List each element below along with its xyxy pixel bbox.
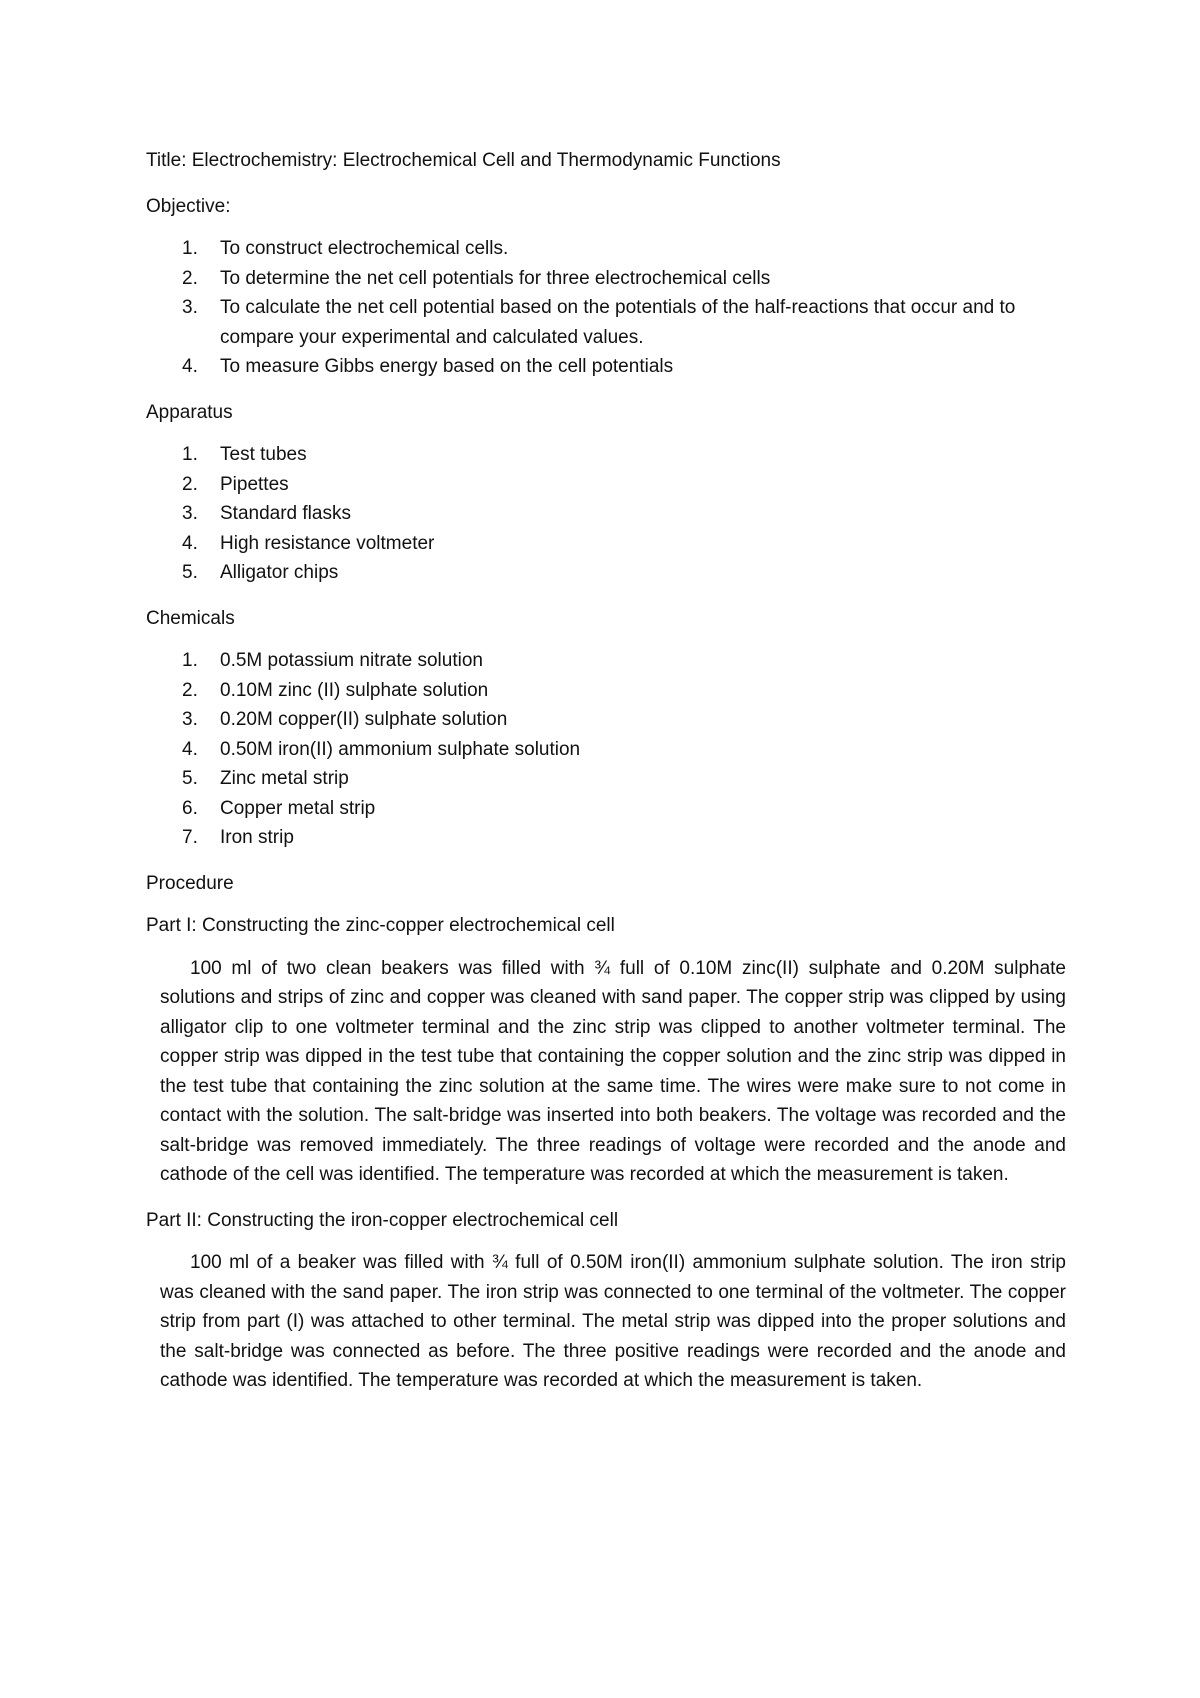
list-number: 2. (182, 267, 198, 289)
list-text: To determine the net cell potentials for three electrochemical cells (220, 267, 771, 289)
list-item (146, 646, 1066, 676)
list-text: To measure Gibbs energy based on the cell potentials (220, 356, 674, 377)
list-number: 5. (182, 768, 198, 789)
list-number: 1. (182, 444, 198, 465)
apparatus-list (146, 440, 1066, 588)
list-item (146, 234, 1066, 264)
list-text: To construct electrochemical cells. (220, 238, 509, 259)
list-text: High resistance voltmeter (220, 532, 435, 554)
list-text: To calculate the net cell potential based on the potentials of the half-reactions that occur and to compare your experimental and calculated values. (220, 297, 1016, 348)
list-item (146, 499, 1066, 529)
list-text: Pipettes (220, 473, 289, 495)
list-number: 6. (182, 797, 198, 819)
list-text: Zinc metal strip (220, 768, 349, 789)
list-number: 5. (182, 562, 198, 583)
list-item (146, 470, 1066, 500)
list-text: Iron strip (220, 827, 294, 848)
list-item (146, 440, 1066, 470)
list-number: 1. (182, 238, 198, 259)
list-number: 2. (182, 679, 198, 701)
list-item (146, 352, 1066, 382)
list-text: Copper metal strip (220, 797, 376, 819)
list-item (146, 529, 1066, 559)
part2-heading: Part II: Constructing the iron-copper electrochemical cell (146, 1209, 619, 1231)
list-item (146, 293, 1066, 352)
list-number: 4. (182, 356, 198, 377)
list-text: 0.50M iron(II) ammonium sulphate solution (220, 738, 581, 760)
list-item (146, 676, 1066, 706)
objective-heading: Objective: (146, 195, 231, 217)
list-item (146, 558, 1066, 588)
part1-heading: Part I: Constructing the zinc-copper electrochemical cell (146, 915, 615, 936)
part2-paragraph: 100 ml of a beaker was filled with ¾ full of 0.50M iron(II) ammonium sulphate solution. The iron strip was cleaned with the sand paper. The iron strip was connected to one terminal of the voltmeter. The copper strip from part (I) was attached to other terminal. The metal strip was dipped into the proper solutions and the salt-bridge was connected as before. The three positive readings were recorded and the anode and cathode was identified. The temperature was recorded at which the measurement is taken. (160, 1252, 1066, 1391)
apparatus-heading: Apparatus (146, 401, 233, 423)
list-number: 7. (182, 827, 198, 848)
objective-list (146, 234, 1066, 382)
list-text: Alligator chips (220, 562, 339, 583)
chemicals-list (146, 646, 1066, 853)
list-item (146, 794, 1066, 824)
list-number: 1. (182, 650, 198, 671)
list-number: 4. (182, 532, 198, 554)
list-text: 0.10M zinc (II) sulphate solution (220, 679, 489, 701)
document-page (146, 146, 1066, 1412)
list-item (146, 823, 1066, 853)
list-text: 0.20M copper(II) sulphate solution (220, 709, 508, 730)
list-item (146, 264, 1066, 294)
list-number: 2. (182, 473, 198, 495)
list-text: 0.5M potassium nitrate solution (220, 650, 483, 671)
part1-paragraph: 100 ml of two clean beakers was filled with ¾ full of 0.10M zinc(II) sulphate and 0.20M sulphate solutions and strips of zinc and copper was cleaned with sand paper. The copper strip was clipped by using alligator clip to one voltmeter terminal and the zinc strip was clipped to another voltmeter terminal. The copper strip was dipped in the test tube that containing the copper solution and the zinc strip was dipped in the test tube that containing the zinc solution at the same time. The wires were make sure to not come in contact with the solution. The salt-bridge was inserted into both beakers. The voltage was recorded and the salt-bridge was removed immediately. The three readings of voltage were recorded and the anode and cathode of the cell was identified. The temperature was recorded at which the measurement is taken. (160, 957, 1066, 1185)
list-number: 4. (182, 738, 198, 760)
chemicals-heading: Chemicals (146, 607, 235, 629)
list-number: 3. (182, 709, 198, 730)
list-item (146, 705, 1066, 735)
procedure-heading: Procedure (146, 872, 234, 894)
list-item (146, 735, 1066, 765)
list-number: 3. (182, 503, 198, 524)
document-title: Title: Electrochemistry: Electrochemical Cell and Thermodynamic Functions (146, 150, 781, 171)
list-item (146, 764, 1066, 794)
list-text: Test tubes (220, 444, 307, 465)
list-number: 3. (182, 297, 198, 318)
list-text: Standard flasks (220, 503, 351, 524)
